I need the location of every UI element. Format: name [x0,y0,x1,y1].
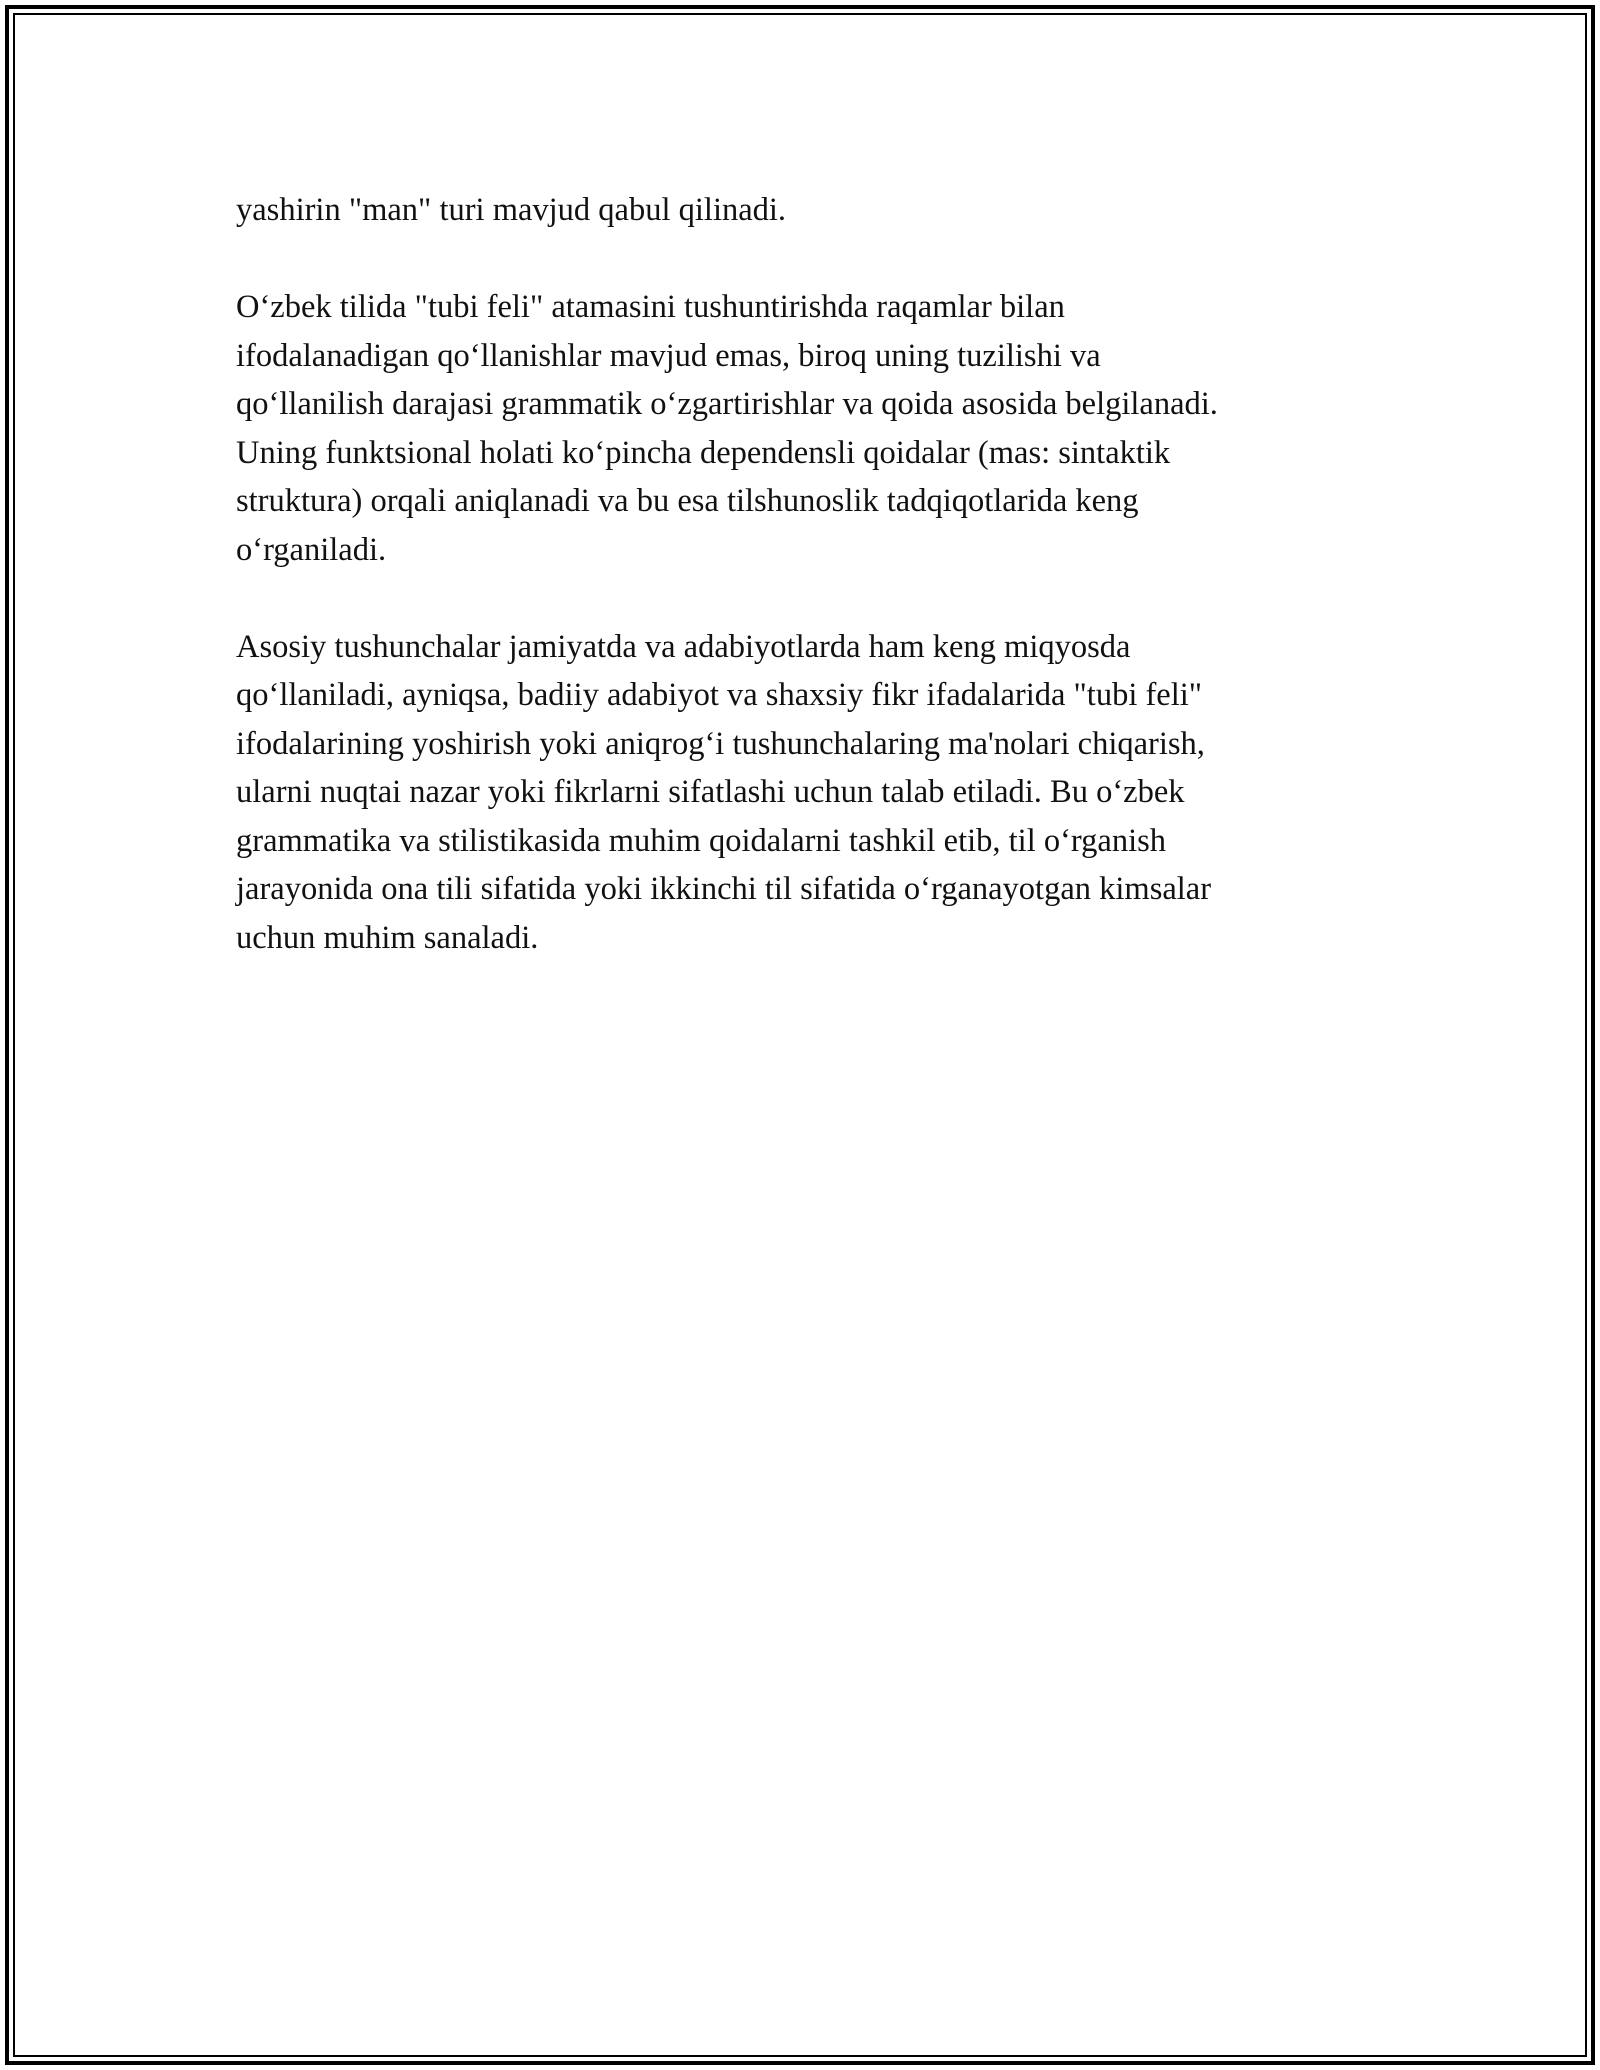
text-line: jarayonida ona tili sifatida yoki ikkinchi til sifatida o‘rganayotgan kimsalar [236,871,1212,907]
text-line: ularni nuqtai nazar yoki fikrlarni sifatlashi uchun talab etiladi. Bu o‘zbek [236,774,1185,810]
paragraph-1 [236,186,1366,235]
text-line: ifodalarining yoshirish yoki aniqrog‘i tushunchalaring ma'nolari chiqarish, [236,725,1205,762]
document-body [236,186,1366,1011]
text-line: Uning funktsional holati ko‘pincha dependensli qoidalar (mas: sintaktik [236,434,1171,471]
paragraph-2 [236,283,1366,574]
text-line: yashirin "man" turi mavjud qabul qilinadi. [236,192,787,228]
text-line: grammatika va stilistikasida muhim qoidalarni tashkil etib, til o‘rganish [236,822,1167,859]
text-line: qo‘llaniladi, ayniqsa, badiiy adabiyot va shaxsiy fikr ifadalarida "tubi feli" [236,677,1203,713]
text-line: ifodalanadigan qo‘llanishlar mavjud emas, biroq uning tuzilishi va [236,337,1101,374]
text-line: qo‘llanilish darajasi grammatik o‘zgartirishlar va qoida asosida belgilanadi. [236,386,1218,422]
paragraph-3 [236,623,1366,963]
text-line: Asosiy tushunchalar jamiyatda va adabiyotlarda ham keng miqyosda [236,628,1131,665]
text-line: struktura) orqali aniqlanadi va bu esa tilshunoslik tadqiqotlarida keng [236,483,1139,519]
text-line: O‘zbek tilida "tubi feli" atamasini tushuntirishda raqamlar bilan [236,289,1065,325]
text-line: o‘rganiladi. [236,531,387,568]
text-line: uchun muhim sanaladi. [236,919,539,956]
